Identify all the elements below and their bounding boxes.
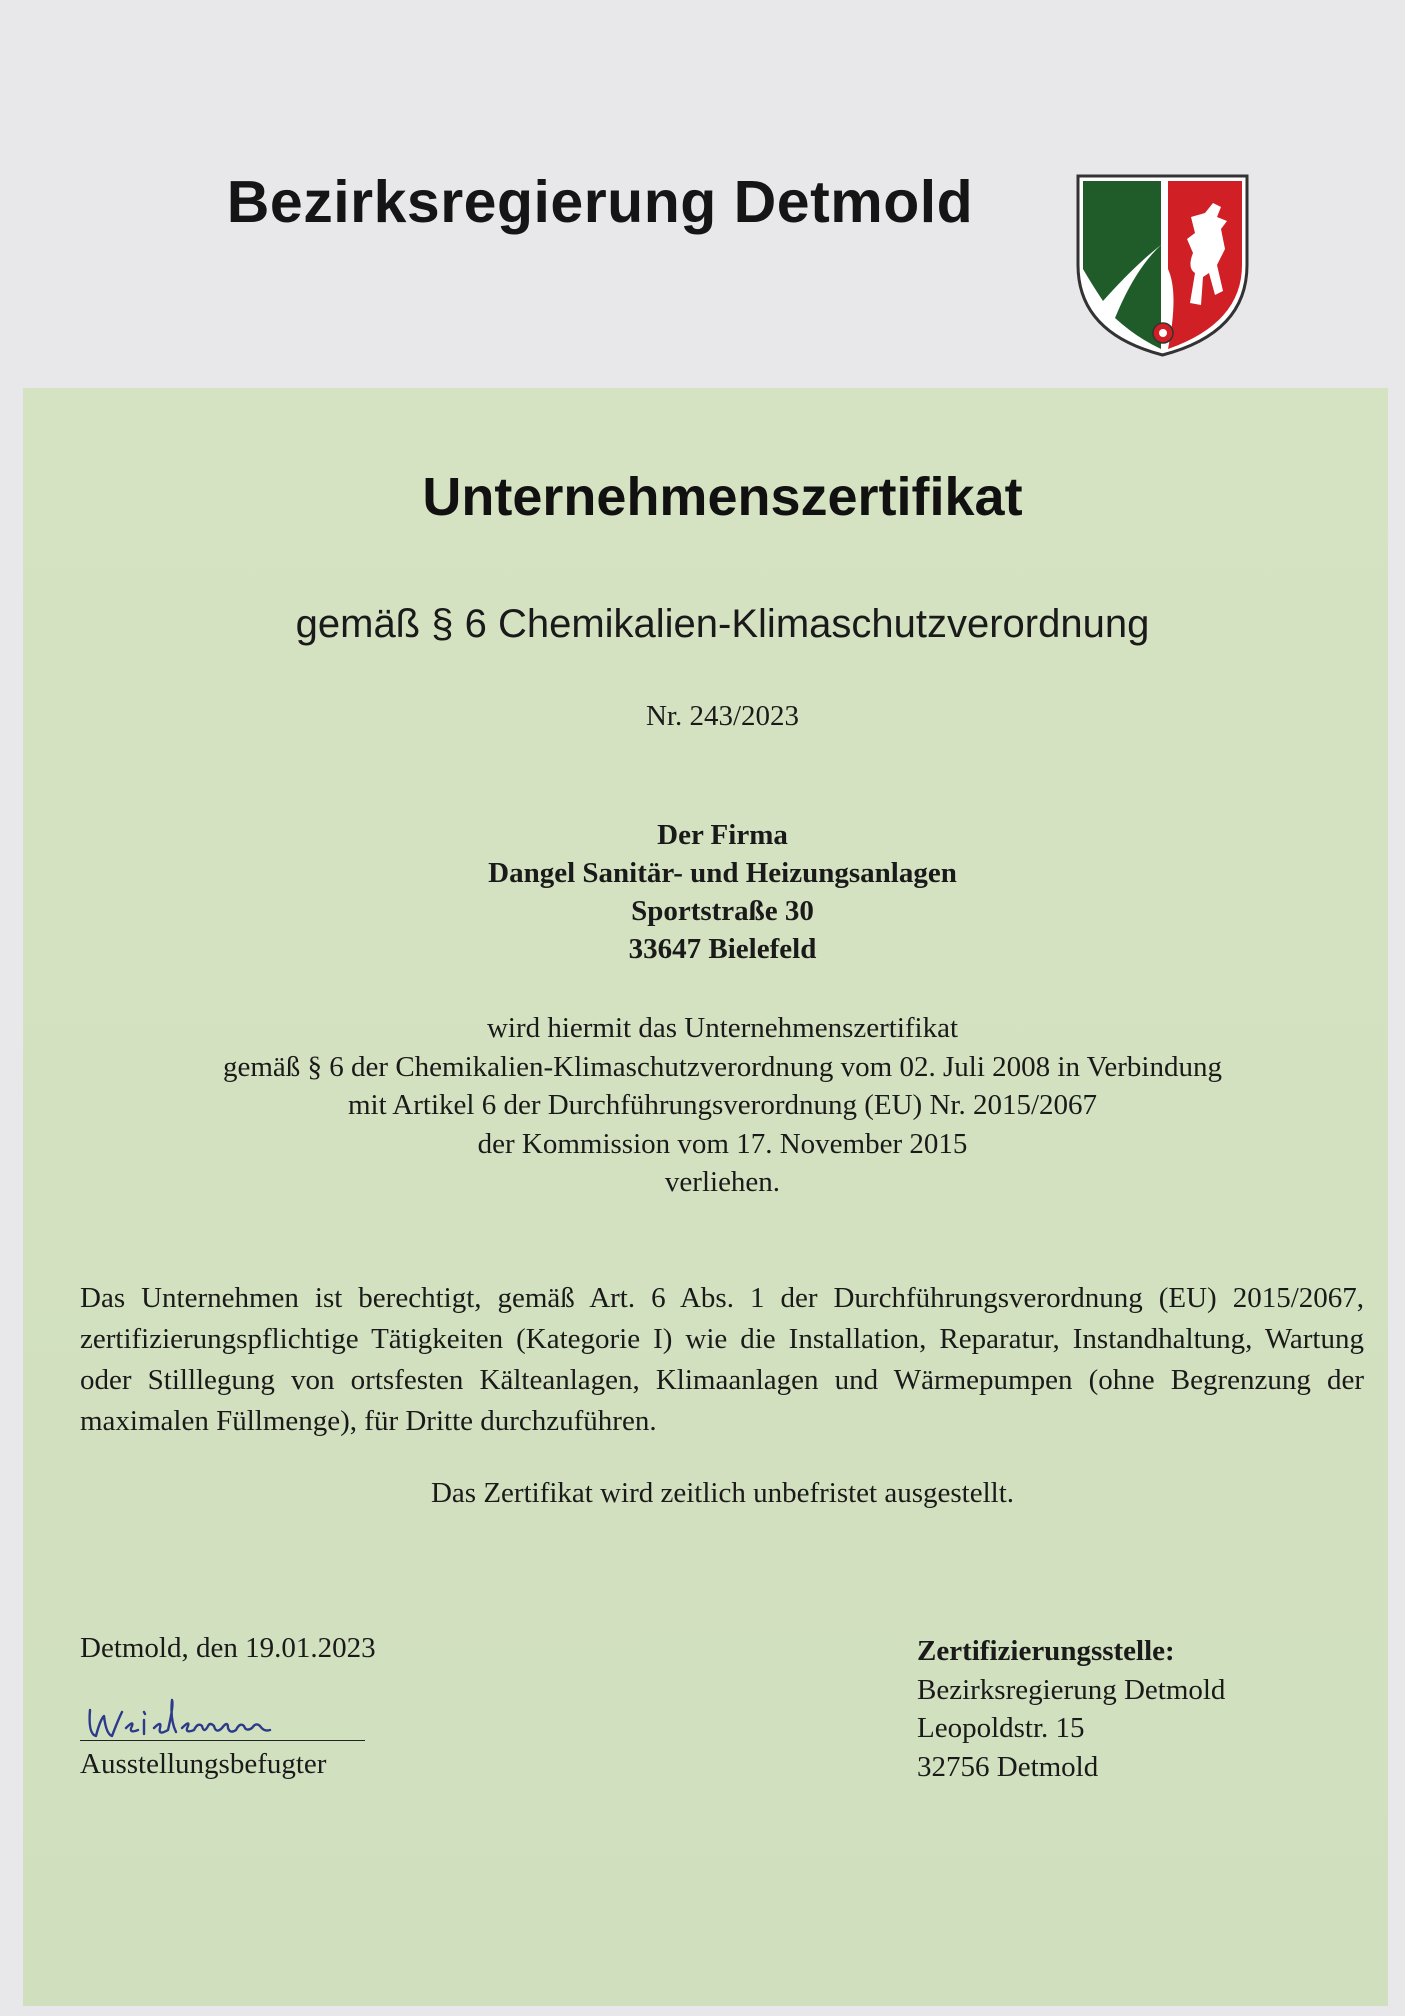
company-block bbox=[0, 816, 1405, 968]
signer-role: Ausstellungsbefugter bbox=[80, 1748, 327, 1780]
certifier-block bbox=[917, 1632, 1225, 1786]
certificate-title: Unternehmenszertifikat bbox=[422, 467, 1023, 527]
company-city: 33647 Bielefeld bbox=[628, 933, 817, 965]
entitlement-paragraph: Das Unternehmen ist berechtigt, gemäß Art. 6 Abs. 1 der Durchführungsverordnung (EU) 2015/2067, zertifizierungspflichtige Tätigkeiten (Kategorie I) wie die Installation, Reparatur, Instandhaltung, Wartung oder Stilllegung von ortsfesten Kälteanlagen, Klimaanlagen und Wärmepumpen (ohne Begrenzung der maximalen Füllmenge), für Dritte durchzuführen. bbox=[80, 1282, 1364, 1437]
nrw-coat-of-arms-icon bbox=[1075, 173, 1250, 358]
certifier-name: Bezirksregierung Detmold bbox=[917, 1673, 1226, 1706]
company-intro: Der Firma bbox=[657, 819, 788, 851]
company-name: Dangel Sanitär- und Heizungsanlagen bbox=[488, 857, 957, 889]
certificate-subtitle: gemäß § 6 Chemikalien-Klimaschutzverordnung bbox=[295, 602, 1150, 646]
company-street: Sportstraße 30 bbox=[631, 895, 814, 927]
grant-line: mit Artikel 6 der Durchführungsverordnung (EU) Nr. 2015/2067 bbox=[347, 1089, 1098, 1121]
validity-statement: Das Zertifikat wird zeitlich unbefristet ausgestellt. bbox=[430, 1477, 1015, 1509]
certifier-city: 32756 Detmold bbox=[917, 1750, 1099, 1783]
grant-line: gemäß § 6 der Chemikalien-Klimaschutzverordnung vom 02. Juli 2008 in Verbindung bbox=[223, 1050, 1222, 1083]
grant-line: der Kommission vom 17. November 2015 bbox=[477, 1127, 968, 1160]
grant-line: wird hiermit das Unternehmenszertifikat bbox=[486, 1012, 959, 1044]
certifier-street: Leopoldstr. 15 bbox=[917, 1712, 1085, 1744]
certifier-heading: Zertifizierungsstelle: bbox=[917, 1635, 1175, 1667]
signature-line bbox=[80, 1740, 365, 1741]
grant-statement bbox=[0, 1009, 1405, 1202]
certificate-number: Nr. 243/2023 bbox=[645, 700, 800, 732]
grant-line: verliehen. bbox=[664, 1166, 781, 1198]
place-date: Detmold, den 19.01.2023 bbox=[80, 1632, 376, 1664]
authority-title: Bezirksregierung Detmold bbox=[226, 169, 974, 235]
